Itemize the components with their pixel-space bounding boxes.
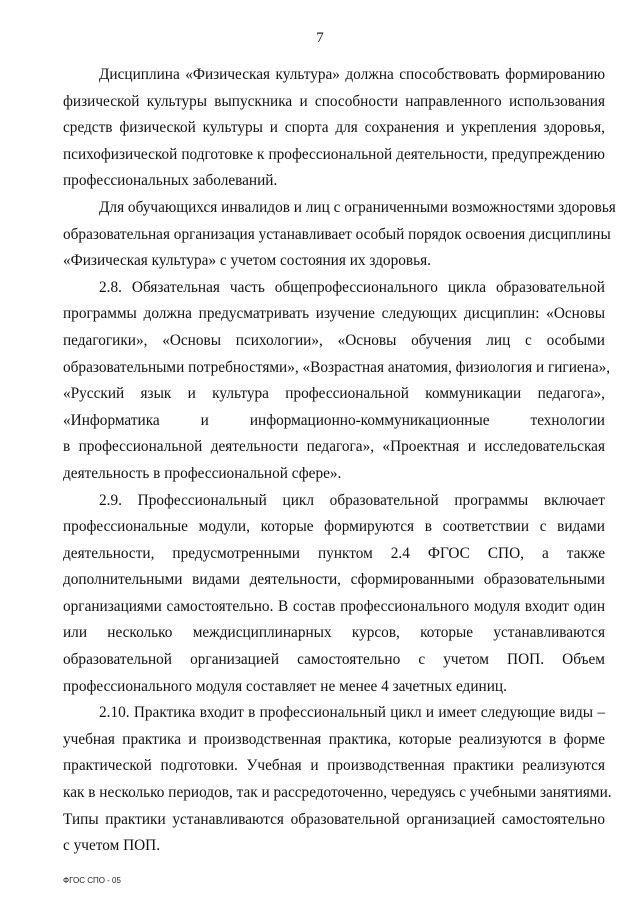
text-line: 2.9. Профессиональный цикл образовательной программы включает [99,491,605,509]
text-line: «Русский язык и культура профессиональной коммуникации педагога», [63,385,605,403]
paragraph-2-8 [63,275,611,488]
text-line: «Информатика и информационно-коммуникационные технологии [63,411,605,429]
footer-code: ФГОС СПО - 05 [63,876,121,885]
text-line: педагогики», «Основы психологии», «Основы обучения лиц с особыми [63,331,605,349]
text-line: 2.8. Обязательная часть общепрофессионального цикла образовательной [99,278,605,296]
text-line: в профессиональной деятельности педагога», «Проектная и исследовательская [63,438,605,456]
text-line: Дисциплина «Физическая культура» должна способствовать формированию [99,66,605,83]
page-number: 7 [316,30,324,46]
text-line: физической культуры выпускника и способности направленного использования [63,92,605,110]
text-line: учебная практика и производственная практика, которые реализуются в форме [63,730,605,748]
text-line: деятельность в профессиональной сфере». [63,464,342,482]
text-line: образовательной организацией самостоятельно с учетом ПОП. Объем [63,651,605,669]
text-line: деятельности, предусмотренными пунктом 2.4 ФГОС СПО, а также [63,544,605,562]
text-line: 2.10. Практика входит в профессиональный цикл и имеет следующие виды – [99,704,605,722]
text-line: с учетом ПОП. [63,837,161,855]
text-line: или несколько междисциплинарных курсов, которые устанавливаются [63,624,605,642]
text-line: психофизической подготовке к профессиональной деятельности, предупреждению [63,145,605,163]
text-line: как в несколько периодов, так и рассредоточенно, чередуясь с учебными занятиями. [63,784,612,802]
paragraph-2-9 [63,488,605,701]
text-line: профессиональные модули, которые формируются в соответствии с видами [63,518,605,536]
text-line: профессионального модуля составляет не менее 4 зачетных единиц. [63,677,507,695]
text-line: средств физической культуры и спорта для сохранения и укрепления здоровья, [63,119,605,137]
paragraph-2-10 [63,700,612,860]
text-line: дополнительными видами деятельности, сформированными образовательными [63,571,605,589]
text-line: организациями самостоятельно. В состав профессионального модуля входит один [63,597,605,615]
text-line: образовательными потребностями», «Возрастная анатомия, физиология и гигиена», [63,358,611,376]
text-line: профессиональных заболеваний. [63,172,278,190]
text-line: программы должна предусматривать изучение следующих дисциплин: «Основы [63,305,605,323]
text-line: Для обучающихся инвалидов и лиц с ограниченными возможностями здоровья [99,198,616,216]
text-line: «Физическая культура» с учетом состояния их здоровья. [63,252,431,270]
text-line: практической подготовки. Учебная и производственная практики реализуются [63,757,605,775]
paragraph-physical-culture [63,62,605,195]
paragraph-disabled-students [63,195,616,275]
text-line: Типы практики устанавливаются образовательной организацией самостоятельно [63,810,605,828]
text-line: образовательная организация устанавливает особый порядок освоения дисциплины [63,225,611,243]
document-body [63,62,616,860]
